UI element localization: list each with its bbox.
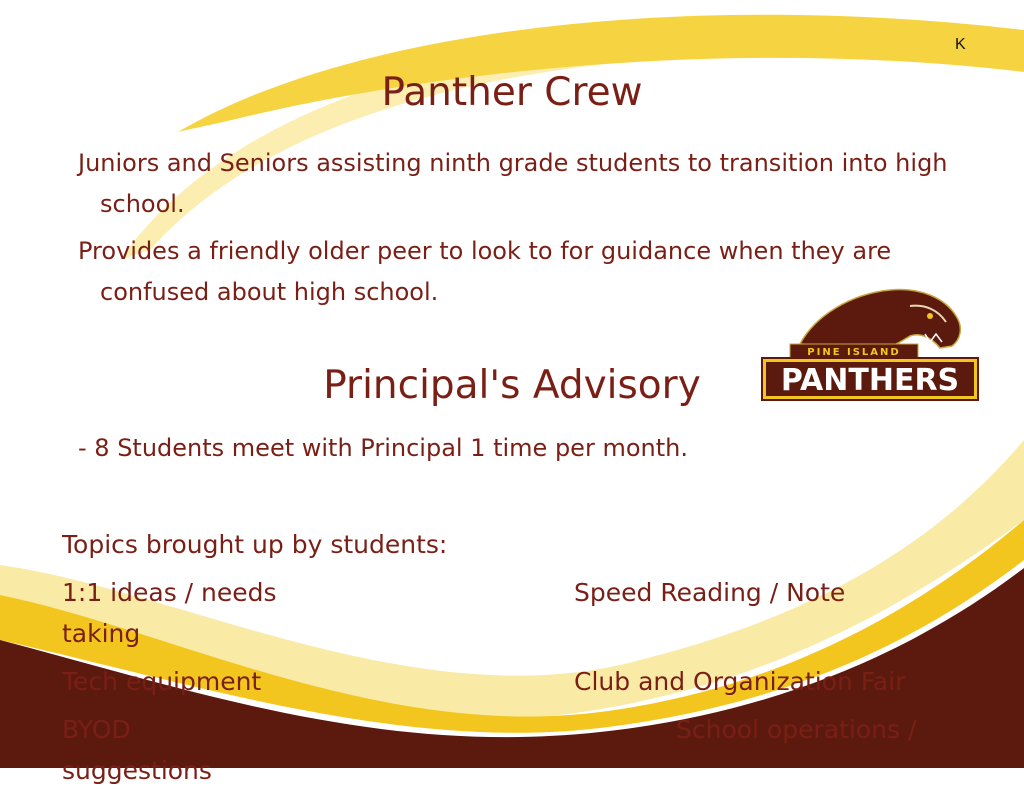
- panther-head-icon: [800, 290, 960, 348]
- logo-big-text: PANTHERS: [780, 363, 960, 398]
- topics-row: [62, 709, 962, 791]
- topic-left: BYOD: [62, 715, 131, 744]
- topics-heading: Topics brought up by students:: [62, 530, 448, 559]
- corner-mark: K: [955, 36, 966, 53]
- bullet-item: Juniors and Seniors assisting ninth grade students to transition into high school.: [78, 149, 948, 218]
- topic-wrap: suggestions: [62, 756, 212, 785]
- advisory-description: - 8 Students meet with Principal 1 time per month.: [78, 434, 688, 462]
- logo-small-text: PINE ISLAND: [807, 347, 901, 358]
- principals-advisory-title: Principal's Advisory: [323, 363, 701, 408]
- bullet-item: Provides a friendly older peer to look to for guidance when they are confused about high school.: [78, 237, 892, 306]
- panther-crew-title: Panther Crew: [381, 70, 643, 115]
- topic-right: School operations /: [676, 715, 917, 744]
- topic-right: Speed Reading / Note: [574, 578, 846, 607]
- topic-right: Club and Organization Fair: [574, 667, 906, 696]
- pine-island-panthers-logo: [760, 286, 982, 402]
- topic-wrap: taking: [62, 619, 141, 648]
- topics-section: [62, 524, 962, 798]
- topics-row: [62, 572, 962, 654]
- topic-left: Tech equipment: [62, 667, 262, 696]
- topic-left: 1:1 ideas / needs: [62, 578, 277, 607]
- topics-row: [62, 661, 962, 702]
